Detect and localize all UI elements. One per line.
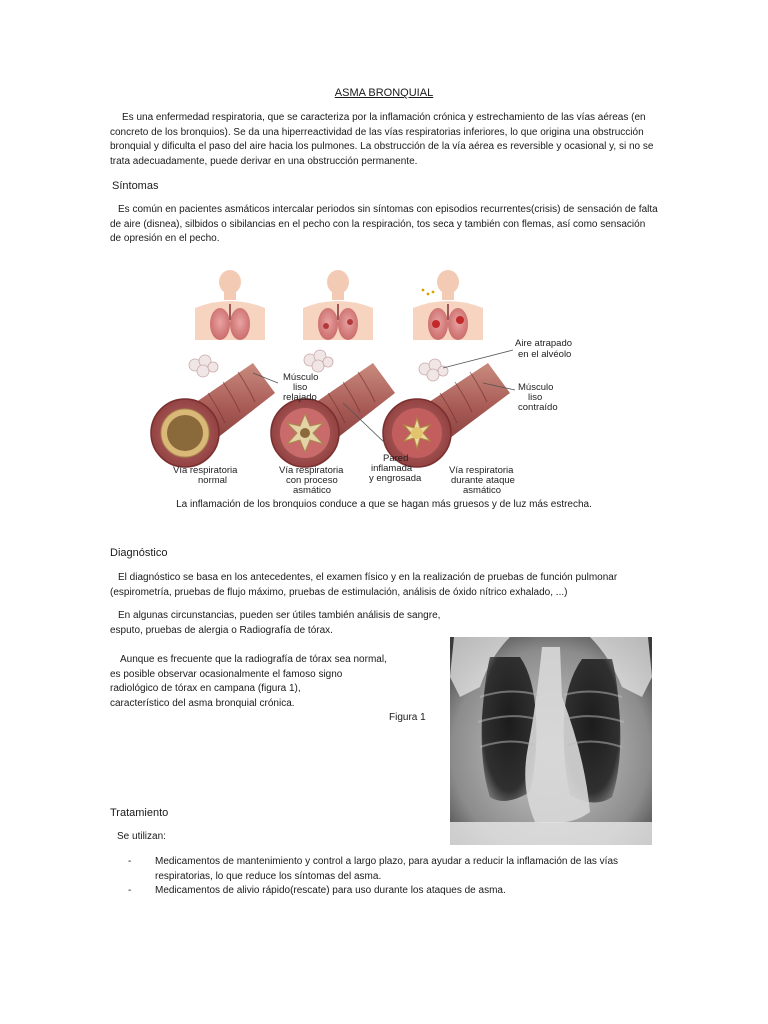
list-item (128, 855, 658, 884)
diagnostico-paragraph-2-line-1: En algunas circunstancias, pueden ser útiles también análisis de sangre, (118, 610, 441, 621)
diagnostico-paragraph-2 (110, 609, 450, 638)
label-normal-1: Vía respiratoria (173, 465, 238, 476)
diagnostico-heading: Diagnóstico (110, 547, 168, 559)
bullet-text-line-1: Medicamentos de alivio rápido(rescate) para uso durante los ataques de asma. (155, 885, 506, 896)
label-musculo-relajado-3: relajado (283, 392, 317, 403)
diagnostico-paragraph-3-line-2: es posible observar ocasionalmente el famoso signo (110, 668, 343, 680)
label-ataque-3: asmático (463, 485, 502, 496)
chest-xray-svg (450, 637, 652, 845)
bullet-text (155, 855, 658, 884)
bronchi-illustration (143, 268, 573, 498)
label-pared-2: inflamada (371, 463, 413, 474)
bullet-dash: - (128, 885, 132, 896)
sintomas-paragraph: Es común en pacientes asmáticos intercalar periodos sin síntomas con episodios recurrentes(crisis) de sensación de falta de aire (disnea), silbidos o sibilancias en el pecho con la respiración, tos seca y también con flemas, así como sensación de opresión en el pecho. (110, 204, 658, 244)
alveoli-clusters (189, 350, 448, 381)
figura-1-label: Figura 1 (389, 712, 426, 723)
label-proceso-3: asmático (293, 485, 332, 496)
label-aire-2: en el alvéolo (518, 349, 572, 360)
torso-attack (413, 270, 483, 340)
figure-caption: La inflamación de los bronquios conduce a que se hagan más gruesos y de luz más estrecha. (176, 499, 592, 510)
diagnostico-paragraph-3-line-4: característico del asma bronquial crónica. (110, 697, 295, 709)
label-ataque-2: durante ataque (451, 475, 515, 486)
diagnostico-paragraph-3-line-1: Aunque es frecuente que la radiografía de tórax sea normal, (120, 654, 387, 665)
label-musculo-contraido-1: Músculo (518, 382, 554, 393)
intro-paragraph: Es una enfermedad respiratoria, que se caracteriza por la inflamación crónica y estrechamiento de las vías aéreas (en concreto de los bronquios). Se da una hiperreactividad de las vías respiratorias inferiores, lo que origina una obstrucción bronquial y dificulta el paso del aire hacia los pulmones. La obstrucción de la vía aérea es reversible y ocasional y, si no se trata adecuadamente, puede derivar en una obstrucción permanente. (110, 112, 654, 167)
diagnostico-paragraph-2-line-2: esputo, pruebas de alergia o Radiografía de tórax. (110, 624, 333, 636)
bullet-dash: - (128, 856, 132, 867)
label-musculo-contraido-3: contraído (518, 402, 558, 413)
tratamiento-heading: Tratamiento (110, 807, 169, 819)
label-musculo-contraido-2: liso (528, 392, 543, 403)
bronchi-illustration-svg (143, 268, 573, 498)
label-proceso-1: Vía respiratoria (279, 465, 344, 476)
list-item (128, 884, 658, 899)
label-pared-1: Pared (383, 453, 409, 464)
airway-attack (383, 363, 510, 467)
bullet-text-line-2: respiratorias, lo que reduce los síntomas del asma. (155, 870, 382, 882)
bullet-text-line-1: Medicamentos de mantenimiento y control a largo plazo, para ayudar a reducir la inflamación de las vías (155, 856, 619, 867)
chest-xray-image (450, 637, 652, 845)
airway-normal (151, 363, 275, 467)
label-ataque-1: Vía respiratoria (449, 465, 514, 476)
diagnostico-paragraph: El diagnóstico se basa en los antecedentes, el examen físico y en la realización de pruebas de función pulmonar (espirometría, pruebas de flujo máximo, pruebas de estimulación, análisis de óxido nítrico exhalado, ...) (110, 572, 618, 598)
torso-normal (195, 270, 265, 340)
tratamiento-intro: Se utilizan: (117, 831, 166, 842)
page-title: ASMA BRONQUIAL (334, 87, 434, 99)
label-proceso-2: con proceso (286, 475, 338, 486)
label-musculo-relajado-1: Músculo (283, 372, 319, 383)
diagnostico-paragraph-3-line-3: radiológico de tórax en campana (figura 1), (110, 683, 301, 694)
label-normal-2: normal (198, 475, 228, 486)
bullet-text (155, 884, 658, 899)
label-pared-3: y engrosada (369, 473, 422, 484)
diagnostico-paragraph-3 (110, 653, 440, 711)
label-musculo-relajado-2: liso (293, 382, 308, 393)
sintomas-heading: Síntomas (112, 180, 159, 192)
label-aire-1: Aire atrapado (515, 338, 573, 349)
torso-asthma (303, 270, 373, 340)
